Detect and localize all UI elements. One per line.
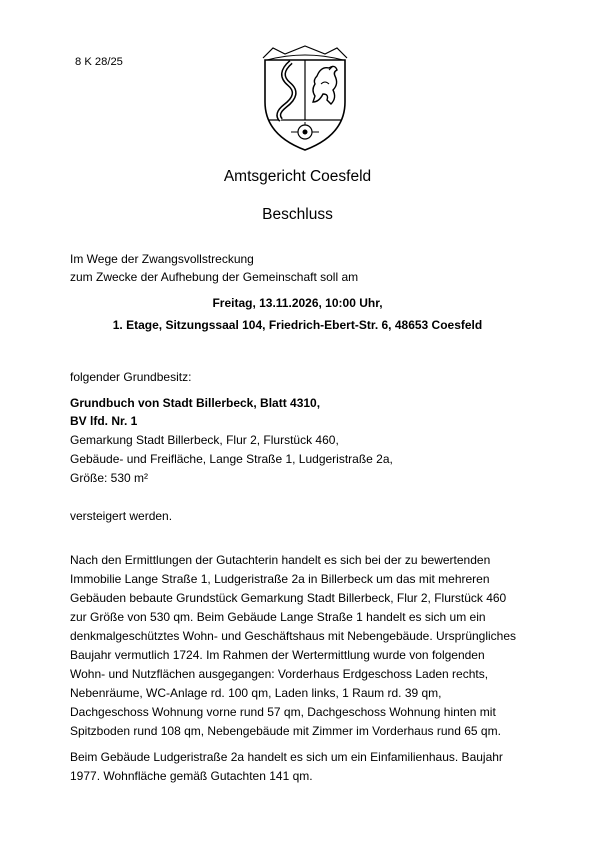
paragraph-line: Dachgeschoss Wohnung vorne rund 57 qm, Dachgeschoss Wohnung hinten mit: [70, 705, 496, 719]
property-detail: Gemarkung Stadt Billerbeck, Flur 2, Flurstück 460,: [70, 433, 339, 447]
paragraph-line: 1977. Wohnfläche gemäß Gutachten 141 qm.: [70, 769, 313, 783]
intro-line: Im Wege der Zwangsvollstreckung: [70, 252, 254, 266]
intro-line: zum Zwecke der Aufhebung der Gemeinschaft soll am: [70, 270, 359, 284]
auction-note: versteigert werden.: [70, 509, 173, 523]
hearing-date: Freitag, 13.11.2026, 10:00 Uhr,: [212, 296, 383, 310]
paragraph-line: Gebäuden bebaute Grundstück Gemarkung Stadt Billerbeck, Flur 2, Flurstück 460: [70, 591, 507, 605]
paragraph-line: zur Größe von 530 qm. Beim Gebäude Lange Straße 1 handelt es sich um ein: [70, 610, 486, 624]
paragraph-line: denkmalgeschütztes Wohn- und Geschäftshaus mit Nebengebäude. Ursprüngliches: [70, 629, 517, 643]
document-type: Beschluss: [262, 206, 333, 223]
case-number: 8 K 28/25: [75, 56, 123, 68]
paragraph-line: Immobilie Lange Straße 1, Ludgeristraße 2a in Billerbeck um das mit mehreren: [70, 572, 490, 586]
paragraph-line: Nebenräume, WC-Anlage rd. 100 qm, Laden links, 1 Raum rd. 39 qm,: [70, 686, 442, 700]
paragraph-line: Beim Gebäude Ludgeristraße 2a handelt es sich um ein Einfamilienhaus. Baujahr: [70, 750, 503, 764]
property-detail: Gebäude- und Freifläche, Lange Straße 1, Ludgeristraße 2a,: [70, 452, 393, 466]
paragraph-line: Baujahr vermutlich 1724. Im Rahmen der Wertermittlung wurde von folgenden: [70, 648, 485, 662]
register-entry: BV lfd. Nr. 1: [70, 414, 138, 428]
coat-of-arms-emblem: [255, 40, 355, 155]
paragraph-line: Wohn- und Nutzflächen ausgegangen: Vorderhaus Erdgeschoss Laden rechts,: [70, 667, 489, 681]
property-intro: folgender Grundbesitz:: [70, 370, 192, 384]
land-register: Grundbuch von Stadt Billerbeck, Blatt 4310,: [70, 396, 321, 410]
paragraph-line: Spitzboden rund 108 qm, Nebengebäude mit Zimmer im Vorderhaus rund 65 qm.: [70, 724, 501, 738]
court-name: Amtsgericht Coesfeld: [223, 168, 372, 185]
property-detail: Größe: 530 m²: [70, 471, 149, 485]
paragraph-line: Nach den Ermittlungen der Gutachterin handelt es sich bei der zu bewertenden: [70, 553, 491, 567]
hearing-location: 1. Etage, Sitzungssaal 104, Friedrich-Ebert-Str. 6, 48653 Coesfeld: [112, 318, 483, 332]
